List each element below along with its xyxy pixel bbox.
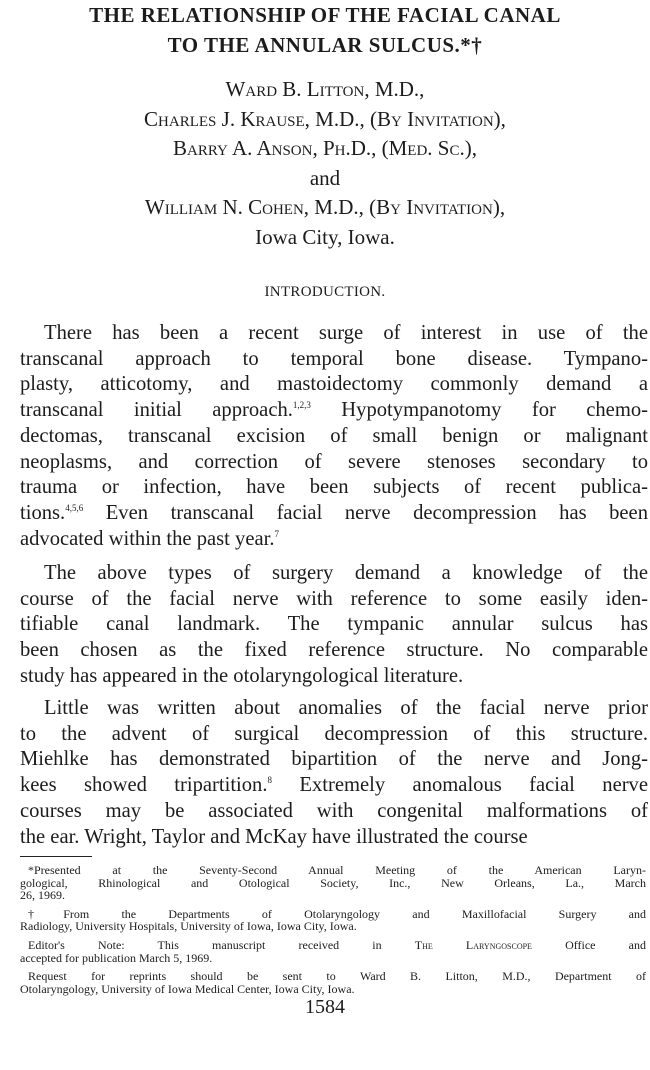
text-line: transcanal initial approach.$^{1,2,3}$ Hypotympanotomy for chemo- — [20, 399, 648, 422]
footnote-divider — [20, 856, 92, 857]
footnote-line: 26, 1969. — [20, 888, 65, 903]
footnote-line: *Presented at the Seventy-Second Annual Meeting of the American Laryn- — [28, 863, 646, 877]
text-line: tifiable canal landmark. The tympanic annular sulcus has — [20, 613, 648, 636]
text-line: There has been a recent surge of interest in use of the — [44, 322, 648, 344]
text-line: Little was written about anomalies of the facial nerve prior — [44, 697, 648, 719]
text-line: kees showed tripartition.$^8$ Extremely anomalous facial nerve — [20, 774, 648, 797]
footnote-line: Radiology, University Hospitals, University of Iowa, Iowa City, Iowa. — [20, 919, 357, 934]
author-line: Charles J. Krause, M.D., (By Invitation), — [144, 106, 506, 131]
citation-ref: 7 — [274, 528, 279, 539]
text-line: the ear. Wright, Taylor and McKay have illustrated the course — [20, 825, 528, 848]
footnote-line: Editor's Note: This manuscript received in The Laryngoscope Office and — [28, 937, 646, 952]
paragraph-2 — [20, 561, 648, 690]
footnote — [20, 864, 646, 902]
text-line: dectomas, transcanal excision of small benign or malignant — [20, 424, 648, 447]
citation-ref: 1,2,3 — [292, 400, 311, 411]
author-line: William N. Cohen, M.D., (By Invitation), — [144, 195, 506, 220]
title-line: THE RELATIONSHIP OF THE FACIAL CANAL — [89, 3, 561, 27]
footnote-line: †From the Departments of Otolaryngology and Maxillofacial Surgery and — [28, 906, 646, 921]
text-line: study has appeared in the otolaryngological literature. — [20, 664, 464, 687]
page-number: 1584 — [305, 996, 345, 1018]
footnote — [20, 939, 646, 964]
author-line: and — [309, 165, 341, 190]
text-line: plasty, atticotomy, and mastoidectomy commonly demand a — [20, 373, 648, 396]
footnote-line: gological, Rhinological and Otological Society, Inc., New Orleans, La., March — [20, 875, 646, 890]
author-line: Barry A. Anson, Ph.D., (Med. Sc.), — [173, 136, 477, 161]
text-line: been chosen as the fixed reference structure. No comparable — [20, 639, 648, 662]
text-line: to the advent of surgical decompression of this structure. — [20, 722, 648, 745]
author-line: Ward B. Litton, M.D., — [225, 77, 425, 101]
footnote — [20, 908, 646, 933]
text-line: tions.$^{4,5,6}$ Even transcanal facial nerve decompression has been — [20, 501, 648, 524]
paragraph-3 — [20, 696, 648, 850]
citation-ref: 8 — [267, 775, 273, 786]
footnote-line: Otolaryngology, University of Iowa Medical Center, Iowa City, Iowa. — [20, 981, 355, 996]
text-line: course of the facial nerve with reference to some easily iden- — [20, 587, 648, 610]
text-line: neoplasms, and correction of severe stenoses secondary to — [20, 450, 648, 473]
title-line: TO THE ANNULAR SULCUS.*† — [167, 33, 483, 57]
text-line: The above types of surgery demand a knowledge of the — [44, 562, 648, 584]
journal-name: The Laryngoscope — [414, 937, 532, 952]
author-block — [0, 75, 650, 253]
footnote — [20, 970, 646, 995]
text-line: Miehlke has demonstrated bipartition of the nerve and Jong- — [20, 748, 648, 771]
footnotes — [20, 864, 646, 1001]
footnote-line: accepted for publication March 5, 1969. — [20, 950, 213, 965]
text-line: courses may be associated with congenital malformations of — [20, 799, 648, 822]
footnote-line: Request for reprints should be sent to Ward B. Litton, M.D., Department of — [28, 969, 646, 984]
section-heading: INTRODUCTION. — [264, 284, 386, 300]
affiliation-location: Iowa City, Iowa. — [255, 224, 395, 249]
paragraph-1 — [20, 321, 648, 552]
citation-ref: 4,5,6 — [65, 502, 84, 513]
text-line: advocated within the past year.$^7$ — [20, 527, 279, 550]
text-line: trauma or infection, have been subjects of recent publica- — [20, 476, 648, 499]
article-title — [0, 0, 650, 60]
text-line: transcanal approach to temporal bone disease. Tympano- — [20, 347, 648, 370]
